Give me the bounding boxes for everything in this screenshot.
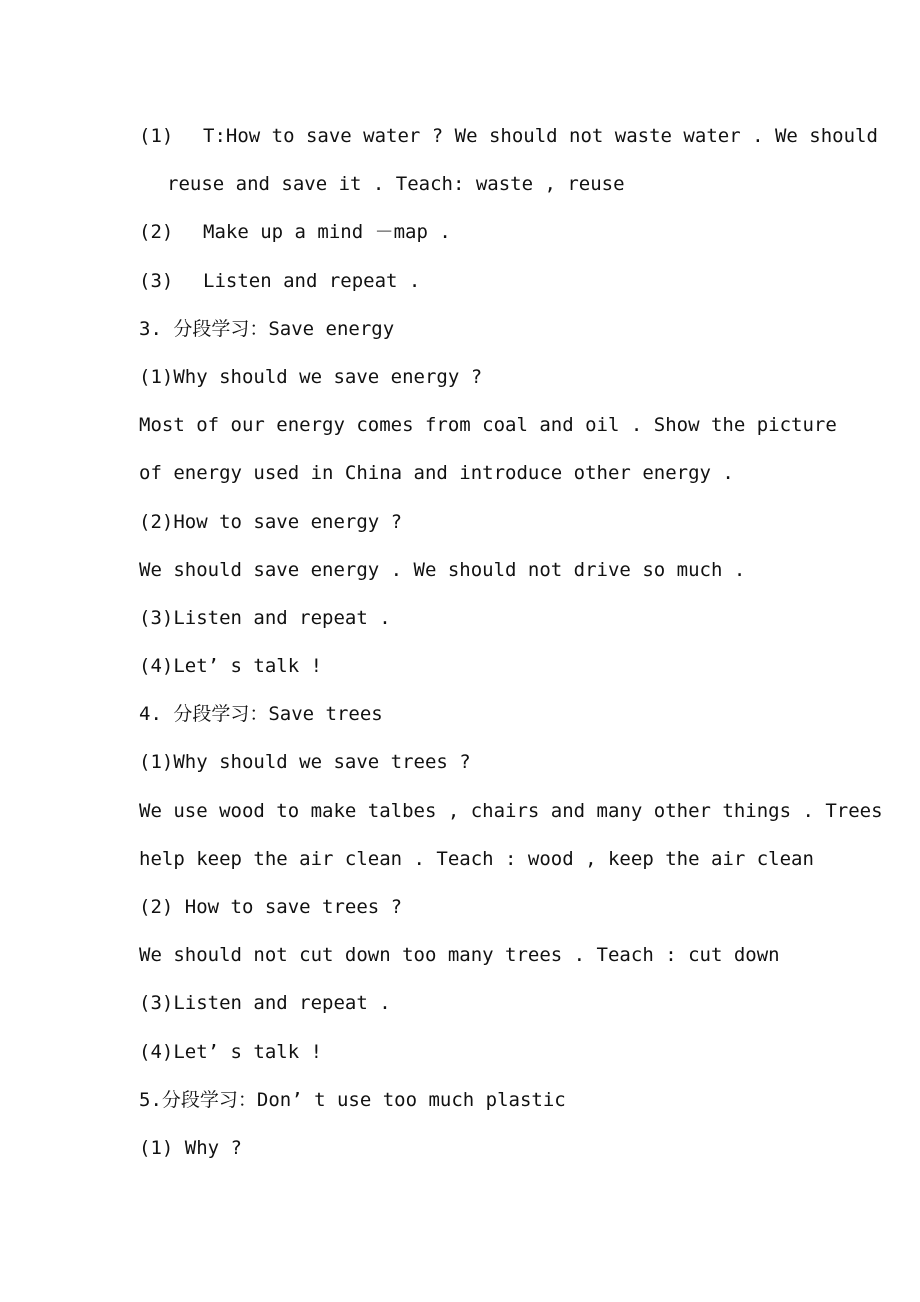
step-line: (3)Listen and repeat . bbox=[139, 606, 391, 629]
question-line: (2)How to save energy ? bbox=[139, 510, 403, 533]
line-continuation bbox=[139, 160, 789, 208]
list-item bbox=[139, 208, 789, 256]
section-heading: 3. 分段学习：Save energy bbox=[139, 317, 395, 340]
paragraph-line: We use wood to make talbes , chairs and many other things . Trees bbox=[139, 799, 883, 822]
item-number: (3) bbox=[139, 269, 174, 292]
paragraph-line: help keep the air clean . Teach : wood , keep the air clean bbox=[139, 847, 814, 870]
list-item bbox=[139, 112, 878, 160]
section-heading: 5.分段学习：Don’ t use too much plastic bbox=[139, 1088, 566, 1111]
paragraph-line: of energy used in China and introduce other energy . bbox=[139, 462, 734, 485]
line-text: Listen and repeat . bbox=[203, 269, 421, 292]
step-line: (3)Listen and repeat . bbox=[139, 992, 391, 1015]
paragraph-line: We should save energy . We should not drive so much . bbox=[139, 558, 746, 581]
line-text: Make up a mind －map . bbox=[203, 221, 451, 244]
line-text: reuse and save it . Teach: waste , reuse bbox=[167, 173, 625, 196]
line-text: T:How to save water ? We should not waste water . We should bbox=[203, 125, 878, 147]
paragraph-line: Most of our energy comes from coal and oil . Show the picture bbox=[139, 414, 837, 437]
section-heading: 4. 分段学习：Save trees bbox=[139, 703, 383, 726]
document-body bbox=[139, 112, 883, 1172]
item-number: (1) bbox=[139, 125, 174, 147]
question-line: (2) How to save trees ? bbox=[139, 896, 403, 918]
item-number: (2) bbox=[139, 221, 174, 244]
list-item bbox=[139, 257, 789, 305]
question-line: (1)Why should we save trees ? bbox=[139, 751, 471, 774]
paragraph-line: We should not cut down too many trees . Teach : cut down bbox=[139, 944, 780, 967]
question-line: (1)Why should we save energy ? bbox=[139, 365, 483, 388]
question-line: (1) Why ? bbox=[139, 1136, 242, 1159]
step-line: (4)Let’ s talk ! bbox=[139, 1040, 323, 1063]
step-line: (4)Let’ s talk ! bbox=[139, 655, 323, 678]
